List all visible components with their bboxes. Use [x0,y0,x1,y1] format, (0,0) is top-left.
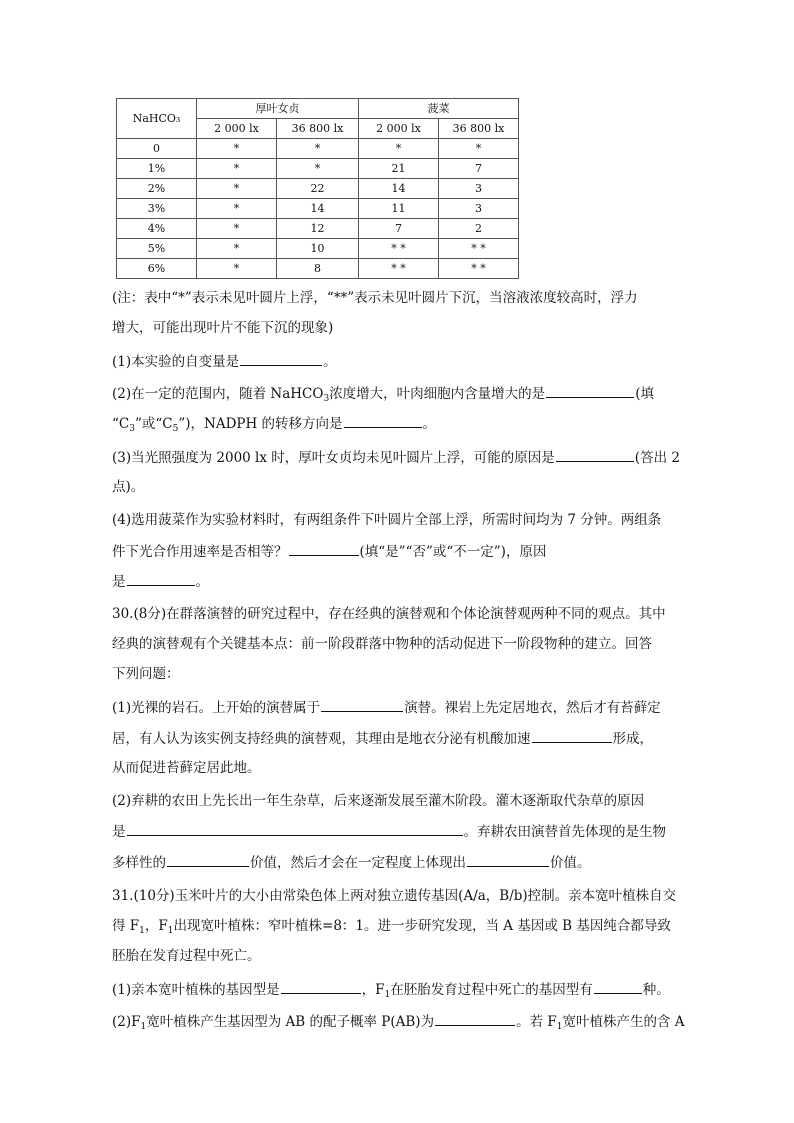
table-cell: 14 [359,179,439,199]
q31-part1-text: 在胚胎发育过程中死亡的基因型有 [390,982,593,998]
table-cell: * * [359,239,439,259]
q31-stem: 31.(10分)玉米叶片的大小由常染色体上两对独立遗传基因(A/a，B/b)控制。亲本宽叶植株自交 [112,888,677,904]
q31-part1-text: 种。 [642,982,670,998]
subscript: 1 [384,990,391,1000]
subscript: 5 [172,424,179,434]
q31-part2 [112,1011,684,1031]
table-cell: * * [359,259,439,279]
answer-blank[interactable] [546,383,634,398]
table-cell: * [197,139,277,159]
q29-part2 [112,383,684,403]
q29-part2-text: (2)在一定的范围内，随着 NaHCO [112,386,324,402]
table-cell: * [359,139,439,159]
q29-part1 [112,351,684,371]
q31-stem-text: 得 F [112,918,140,934]
table-cell: * [277,159,359,179]
q31-part2-text: 宽叶植株产生的含 A [562,1014,685,1030]
table-row [117,259,519,279]
q29-part3-text: (3)当光照强度为 2000 lx 时，厚叶女贞均未见叶圆片上浮，可能的原因是 [112,450,555,466]
table-subheader: 36 800 lx [439,119,519,139]
table-cell: 12 [277,219,359,239]
q29-part4-text: 是 [112,574,126,590]
answer-blank[interactable] [321,697,403,712]
q29-part2-text: ”或“C [134,416,173,432]
table-row [117,219,519,239]
q30-part2-text: 价值，然后才会在一定程度上体现出 [250,855,466,871]
table-cell: 11 [359,199,439,219]
table-cell: * * [439,259,519,279]
table-cell: 10 [277,239,359,259]
answer-blank[interactable] [344,413,422,428]
table-cell: 21 [359,159,439,179]
answer-blank[interactable] [167,852,249,867]
q31-part2-text: 。若 F [516,1014,557,1030]
table-cell: * [439,139,519,159]
q29-part2-text: 浓度增大，叶肉细胞内含量增大的是 [329,386,546,402]
q31-part2-text: (2)F [112,1014,141,1030]
q30-stem: 经典的演替观有个关键基本点：前一阶段群落中物种的活动促进下一阶段物种的建立。回答 [112,636,652,652]
q29-part1-end: 。 [323,354,337,370]
q29-part2-cont [112,413,684,433]
q31-stem [112,916,684,936]
table-cell: 8 [277,259,359,279]
experiment-table [116,98,519,279]
q29-part4-end: 。 [195,574,209,590]
answer-blank[interactable] [127,821,463,836]
subscript: 1 [167,926,174,936]
q30-part1-text: 形成， [612,731,653,747]
table-subheader: 2 000 lx [359,119,439,139]
q31-stem: 胚胎在发育过程中死亡。 [112,948,261,964]
table-cell: * [277,139,359,159]
table-cell: 22 [277,179,359,199]
q30-stem: 30.(8分)在群落演替的研究过程中，存在经典的演替观和个体论演替观两种不同的观点。其中 [112,606,666,622]
q30-part1 [112,697,684,717]
q29-part4: (4)选用菠菜作为实验材料时，有两组条件下叶圆片全部上浮，所需时间均为 7 分钟。两组条 [112,512,662,528]
table-row [117,239,519,259]
q29-part2-text: (填 [635,386,654,402]
subscript: 1 [140,1022,147,1032]
table-row [117,179,519,199]
answer-blank[interactable] [281,979,361,994]
q30-stem: 下列问题： [112,666,180,682]
q29-part3 [112,447,684,467]
table-cell: * [197,259,277,279]
q31-stem-text: ，F [144,918,168,934]
table-cell: 1% [117,159,197,179]
table-cell: 3% [117,199,197,219]
table-cell: * * [439,239,519,259]
table-group-header: 厚叶女贞 [197,99,359,119]
q30-part1-text: 演替。裸岩上先定居地衣，然后才有苔藓定 [404,700,661,716]
table-subheader: 36 800 lx [277,119,359,139]
q30-part2-text: 是 [112,824,126,840]
q29-part3-text: (答出 2 [634,450,680,466]
q30-part1-text: 居，有人认为该实例支持经典的演替观，其理由是地衣分泌有机酸加速 [112,731,531,747]
table-cell: 7 [359,219,439,239]
table-cell: 6% [117,259,197,279]
table-row [117,139,519,159]
q30-part2: (2)弃耕的农田上先长出一年生杂草，后来逐渐发展至灌木阶段。灌木逐渐取代杂草的原因 [112,793,645,809]
answer-blank[interactable] [289,541,359,556]
q29-part2-text: ”)，NADPH 的转移方向是 [178,416,343,432]
q29-part4-text: (填“是”“否”或“不一定”)，原因 [359,544,547,560]
q31-part1-text: ，F [361,982,385,998]
q31-part1 [112,979,684,999]
table-group-header: 菠菜 [359,99,519,119]
q30-part2-text: 价值。 [550,855,591,871]
table-cell: 14 [277,199,359,219]
q30-part2-text: 多样性的 [112,855,166,871]
answer-blank[interactable] [240,351,322,366]
q31-stem-text: 出现宽叶植株：窄叶植株=8：1。进一步研究发现，当 A 基因或 B 基因纯合都导致 [173,918,671,934]
answer-blank[interactable] [435,1011,515,1026]
table-note-line: 增大，可能出现叶片不能下沉的现象) [112,320,334,336]
table-cell: 4% [117,219,197,239]
table-cell: 0 [117,139,197,159]
table-cell: * [197,219,277,239]
table-cell: * [197,199,277,219]
table-row [117,199,519,219]
table-cell: 5% [117,239,197,259]
subscript: 3 [323,394,330,404]
q30-part1-cont: 从而促进苔藓定居此地。 [112,760,261,776]
table-cell: 2% [117,179,197,199]
table-note-line: (注：表中“*”表示未见叶圆片上浮，“**”表示未见叶圆片下沉，当溶液浓度较高时，浮力 [112,290,638,306]
answer-blank[interactable] [467,852,549,867]
table-cell: 3 [439,179,519,199]
answer-blank[interactable] [594,979,642,994]
table-subheader: 2 000 lx [197,119,277,139]
answer-blank[interactable] [532,728,612,743]
q31-part1-text: (1)亲本宽叶植株的基因型是 [112,982,280,998]
answer-blank[interactable] [556,447,634,462]
table-cell: 3 [439,199,519,219]
q30-part2-text: 。弃耕农田演替首先体现的是生物 [463,824,666,840]
q29-part4-cont [112,571,684,591]
q29-part4-cont [112,541,684,561]
q29-part2-text: “C [112,416,130,432]
table-cell: 7 [439,159,519,179]
subscript: 3 [129,424,135,434]
q30-part1-cont [112,728,684,748]
subscript: 1 [139,926,145,936]
table-corner-header: NaHCO₃ [117,99,197,139]
q31-part2-text: 宽叶植株产生基因型为 AB 的配子概率 P(AB)为 [146,1014,435,1030]
q30-part1-text: (1)光裸的岩石。上开始的演替属于 [112,700,321,716]
table-cell: 2 [439,219,519,239]
table-cell: * [197,239,277,259]
subscript: 1 [556,1022,563,1032]
q30-part2-cont [112,852,684,872]
table-row [117,159,519,179]
q29-part4-text: 件下光合作用速率是否相等？ [112,544,288,560]
answer-blank[interactable] [127,571,195,586]
q29-part1-text: (1)本实验的自变量是 [112,354,240,370]
q29-part3-cont: 点)。 [112,479,145,495]
table-cell: * [197,159,277,179]
q30-part2-cont [112,821,684,841]
q29-part2-end: 。 [422,416,437,432]
table-cell: * [197,179,277,199]
